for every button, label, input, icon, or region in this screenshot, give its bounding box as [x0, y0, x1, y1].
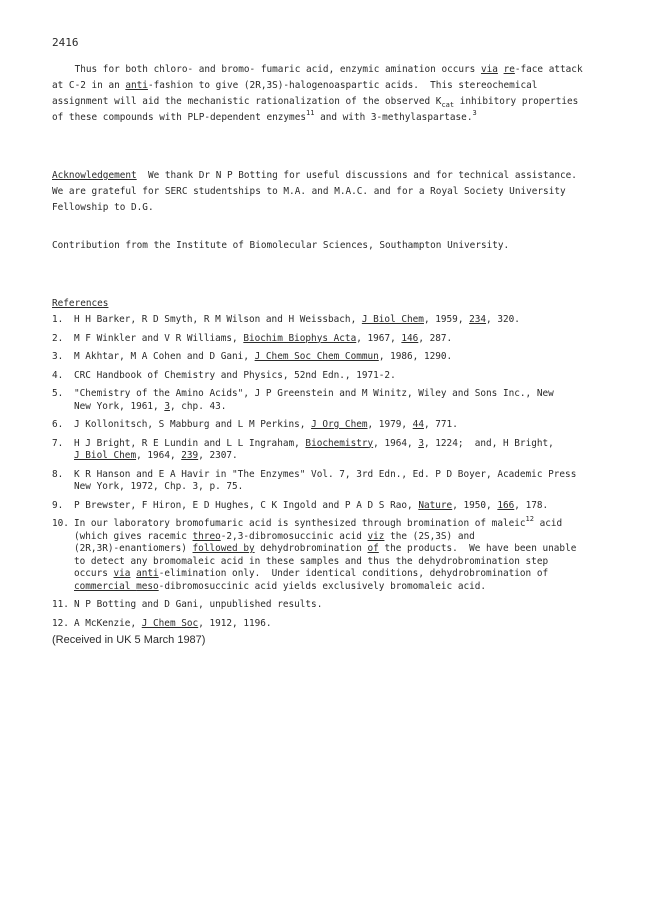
reference-number: 5.: [52, 388, 64, 399]
text-run: , 1959,: [423, 314, 470, 325]
reference-item: [52, 314, 652, 327]
text-run: H H Barker, R D Smyth, R M Wilson and H Weissbach,: [74, 314, 362, 325]
text-run: , 178.: [514, 499, 549, 511]
reference-item: [52, 333, 652, 346]
reference-item: [52, 438, 652, 463]
reference-item: [52, 515, 652, 593]
text-run: , 1964,: [373, 437, 419, 449]
text-run: -fashion to give (2R,3S)-halogenoaspartic acids. This stereochemical: [147, 80, 538, 91]
text-run: commercial: [74, 580, 137, 592]
acknowledgement-paragraph: [52, 168, 652, 216]
text-run: P Brewster, F Hiron, E D Hughes, C K Ingold and P A D S Rao,: [74, 499, 419, 511]
italic-term: anti: [125, 80, 148, 91]
citation-superscript: 3: [472, 109, 477, 117]
text-run: , chp. 43.: [169, 400, 227, 412]
text-run: J Kollonitsch, S Mabburg and L M Perkins,: [74, 419, 312, 430]
journal-name: Biochim Biophys Acta: [243, 332, 357, 344]
volume: 3: [164, 400, 170, 412]
text-run: -dibromosuccinic acid yields exclusively bromomaleic acid.: [158, 580, 487, 592]
text-run: inhibitory properties: [454, 96, 579, 107]
text-run: N P Botting and D Gani, unpublished results.: [74, 599, 323, 610]
italic-term: anti: [136, 568, 159, 579]
text-run: -2,3-dibromosuccinic acid: [220, 530, 368, 542]
text-run: followed by: [192, 543, 255, 554]
reference-number: 4.: [52, 369, 64, 381]
text-run: assignment will aid the mechanistic rationalization of the observed K: [52, 96, 442, 107]
text-run: of these compounds with PLP-dependent enzymes: [52, 112, 306, 123]
reference-number: 7.: [52, 437, 64, 449]
contribution-line: Contribution from the Institute of Biomolecular Sciences, Southampton University.: [52, 240, 510, 251]
reference-number: 2.: [52, 332, 64, 344]
reference-item: [52, 599, 652, 612]
reference-item: [52, 370, 652, 383]
journal-name: J Biol Chem: [361, 314, 424, 325]
italic-term: meso: [136, 580, 159, 592]
reference-number: 10.: [52, 518, 69, 529]
citation-superscript: 11: [306, 109, 315, 117]
text-run: acid: [533, 518, 563, 529]
italic-term: re: [503, 64, 515, 75]
text-run: , 1964,: [136, 450, 182, 461]
text-run: K R Hanson and E A Havir in "The Enzymes" Vol. 7, 3rd Edn., Ed. P D Boyer, Academic Press New York, 1972, Chp. 3, p. 75.: [74, 468, 577, 492]
text-run: -elimination only. Under identical conditions, dehydrobromination of: [158, 568, 549, 579]
italic-term: via: [113, 568, 131, 579]
volume: 166: [497, 499, 515, 511]
citation-superscript: 12: [525, 515, 534, 523]
text-run: M F Winkler and V R Williams,: [74, 332, 244, 344]
text-run: M Akhtar, M A Cohen and D Gani,: [74, 351, 255, 362]
reference-number: 3.: [52, 351, 64, 362]
reference-item: [52, 618, 652, 631]
text-run: occurs: [74, 568, 114, 579]
reference-item: [52, 419, 652, 432]
text-run: In our laboratory bromofumaric acid is synthesized through bromination of maleic: [74, 518, 526, 529]
text-run: dehydrobromination: [254, 543, 368, 554]
references-list: [52, 314, 652, 636]
journal-name: J Org Chem: [311, 419, 368, 430]
volume: 234: [469, 314, 487, 325]
text-run: , 320.: [486, 314, 520, 325]
italic-term: viz: [367, 530, 385, 542]
journal-name: Biochemistry: [305, 437, 374, 449]
text-run: the (2S,3S) and: [384, 530, 475, 542]
page-number: 2416: [52, 36, 79, 49]
volume: 3: [418, 437, 424, 449]
subscript: cat: [441, 101, 455, 109]
references-heading: References: [52, 298, 109, 309]
text-run: of: [367, 543, 379, 554]
received-date: (Received in UK 5 March 1987): [52, 634, 206, 646]
reference-number: 8.: [52, 468, 64, 480]
text-run: We are grateful for SERC studentships to M.A. and M.A.C. and for a Royal Society University: [52, 186, 566, 197]
text-run: , 1979,: [367, 419, 413, 430]
italic-term: via: [480, 64, 498, 75]
text-run: , 2307.: [198, 450, 238, 461]
text-run: and with 3-methylaspartase.: [314, 112, 473, 123]
text-run: (which gives racemic: [74, 530, 193, 542]
volume: 44: [412, 419, 424, 430]
reference-number: 9.: [52, 499, 64, 511]
journal-name: J Biol Chem: [74, 450, 137, 461]
volume: 146: [401, 332, 419, 344]
text-run: , 771.: [423, 419, 458, 430]
reference-item: [52, 351, 652, 364]
text-run: , 1950,: [452, 499, 498, 511]
text-run: "Chemistry of the Amino Acids", J P Greenstein and M Winitz, Wiley and Sons Inc., New New York, 1961,: [74, 388, 554, 412]
reference-item: [52, 469, 652, 494]
text-run: at C-2 in an: [52, 80, 126, 91]
journal-name: J Chem Soc: [141, 617, 199, 629]
body-paragraph: [52, 62, 652, 126]
text-run: , 1224; and, H Bright,: [423, 437, 554, 449]
reference-item: [52, 500, 652, 513]
text-run: , 287.: [418, 332, 453, 344]
text-run: Thus for both chloro- and bromo- fumaric acid, enzymic amination occurs: [52, 64, 481, 75]
journal-name: Nature: [418, 499, 453, 511]
text-run: to detect any bromomaleic acid in these samples and thus the dehydrobromination step: [74, 555, 549, 567]
text-run: We thank Dr N P Botting for useful discussions and for technical assistance.: [136, 170, 577, 181]
reference-number: 6.: [52, 419, 64, 430]
journal-name: J Chem Soc Chem Commun: [254, 351, 379, 362]
text-run: -face attack: [514, 64, 583, 75]
text-run: Fellowship to D.G.: [52, 202, 154, 213]
text-run: CRC Handbook of Chemistry and Physics, 52nd Edn., 1971-2.: [74, 369, 396, 381]
text-run: H J Bright, R E Lundin and L L Ingraham,: [74, 437, 306, 449]
reference-item: [52, 388, 652, 413]
volume: 239: [181, 450, 199, 461]
text-run: the products. We have been unable: [378, 543, 577, 554]
acknowledgement-heading: Acknowledgement: [52, 170, 137, 181]
text-run: (2R,3R)-enantiomers): [74, 543, 193, 554]
text-run: A McKenzie,: [74, 617, 142, 629]
italic-term: threo: [192, 530, 221, 542]
text-run: , 1912, 1196.: [198, 617, 272, 629]
reference-number: 1.: [52, 314, 64, 325]
reference-number: 11.: [52, 599, 69, 610]
text-run: , 1986, 1290.: [378, 351, 453, 362]
text-run: , 1967,: [356, 332, 402, 344]
reference-number: 12.: [52, 617, 69, 629]
